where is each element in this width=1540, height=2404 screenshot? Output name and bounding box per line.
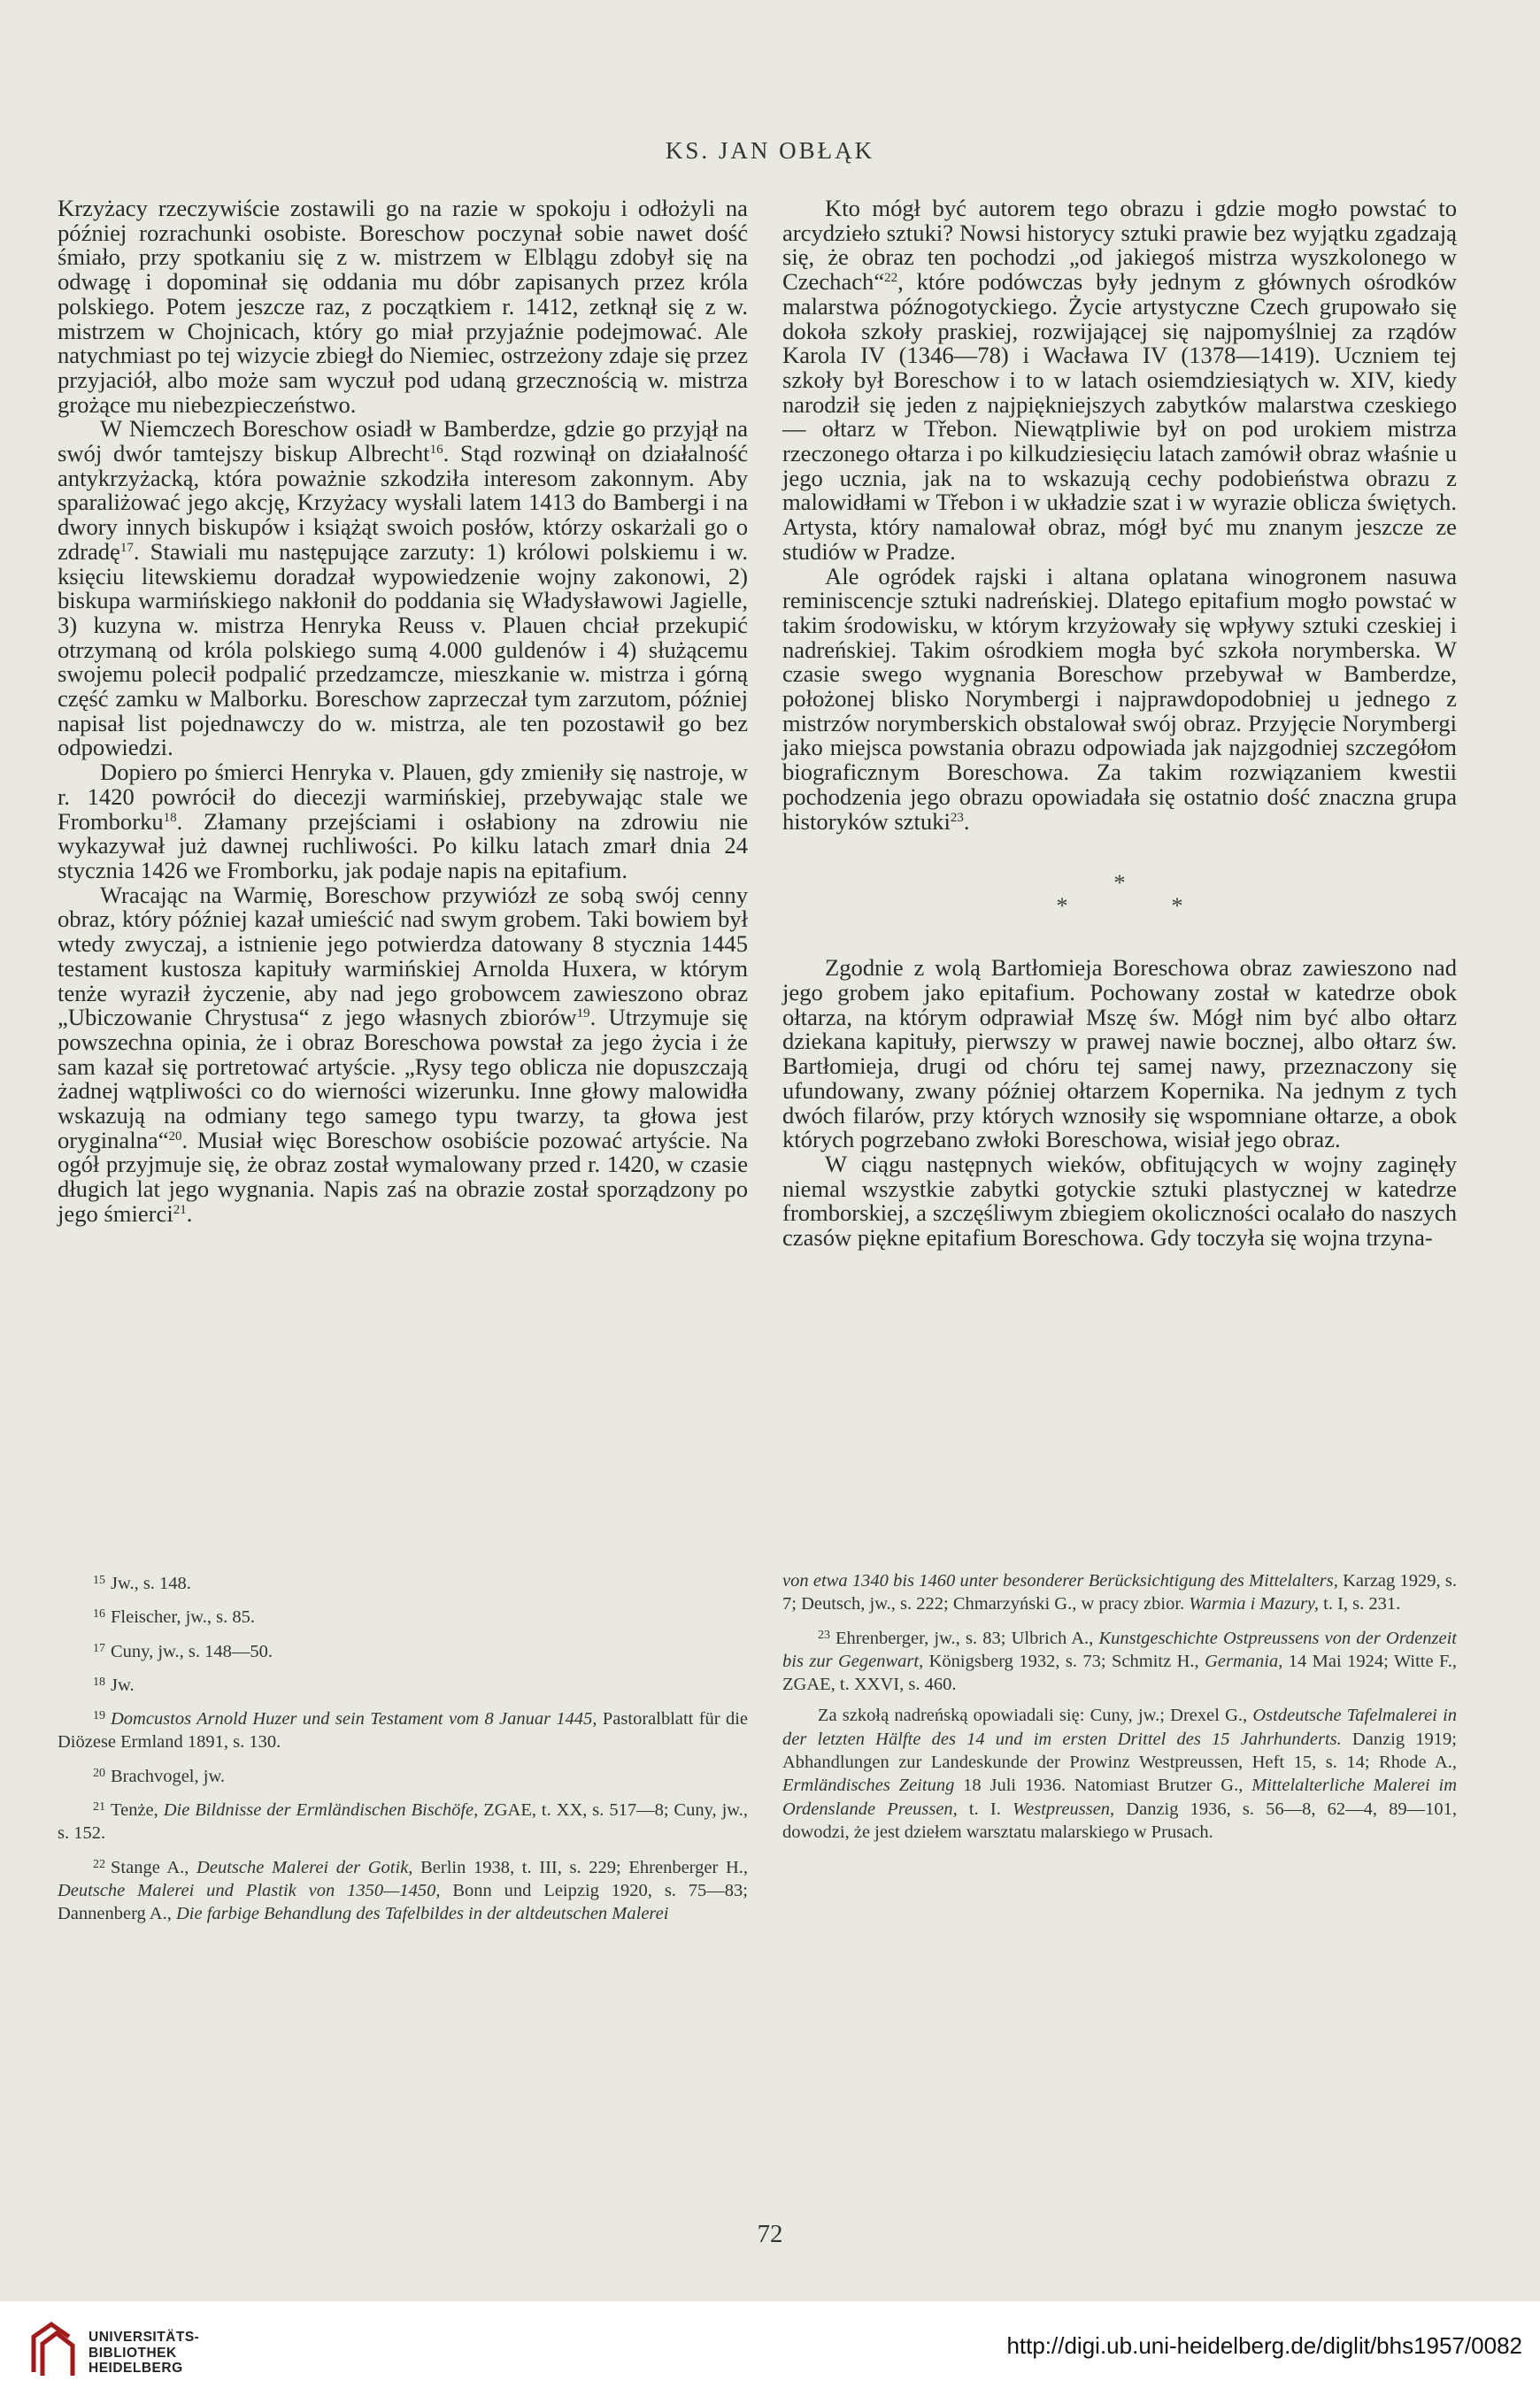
footnote-text: Brachvogel, jw. [111,1766,226,1786]
footnote-number: 20 [93,1766,105,1780]
star-bottom: * * [1056,892,1183,920]
left-paragraph: Dopiero po śmierci Henryka v. Plauen, gdy zmieniły się nastroje, w r. 1420 powrócił do diecezji warmińskiej, przebywając stale we Fromborku$^{18}$. Złamany przejściami i osłabiony na zdrowiu nie wykazywał już dawnej ruchliwości. Po kilku latach zmarł dnia 24 stycznia 1426 we Fromborku, jak podaje napis na epitafium. [58,759,748,883]
footnote-number: 19 [93,1709,105,1723]
library-line-2: BIBLIOTHEK [89,2345,177,2361]
footnote-text: Za szkołą nadreńską opowiadali się: Cuny, jw.; Drexel G., Ostdeutsche Tafelmalerei in der letzten Hälfte des 14 und im ersten Drittel des 15 Jahrhunderts. Danzig 1919; Abhandlungen zur Landeskunde der Prowinz Westpreussen, Heft 15, s. 14; Rhode A., Ermländisches Zeitung 18 Juli 1936. Natomiast Brutzer G., Mittelalterliche Malerei im Ordenslande Preussen, t. I. Westpreussen, Danzig 1936, s. 56—8, 62—4, 89—101, dowodzi, że jest dziełem warsztatu malarskiego w Prusach. [782,1706,1458,1842]
footnote-text: von etwa 1340 bis 1460 unter besonderer Berücksichtigung des Mittelalters, Karzag 1929, s. 7; Deutsch, jw., s. 222; Chmarzyński G., w pracy zbior. Warmia i Mazury, t. I, s. 231. [782,1571,1458,1614]
footnote-number: 21 [93,1800,105,1815]
footnote [782,1624,1457,1697]
footnote [58,1637,748,1663]
left-paragraph: Krzyżacy rzeczywiście zostawili go na razie w spokoju i odłożyli na później rozrachunki osobiste. Boreschow poczynał sobie nawet dość śmiało, przy spotkaniu się z w. mistrzem w Elblągu zdobył się na odwagę i dopominał się oddania mu dóbr zapisanych przez króla polskiego. Potem jeszcze raz, z początkiem r. 1412, zetknął się z w. mistrzem w Chojnicach, który go miał przyjaźnie podejmować. Ale natychmiast po tej wizycie zbiegł do Niemiec, ostrzeżony zdaje się przez przyjaciół, albo może sam wyczuł pod udaną grzecznością w. mistrza grożące mu niebezpieczeństwo. [58,195,748,418]
footnote-text: Ehrenberger, jw., s. 83; Ulbrich A., Kunstgeschichte Ostpreussens von der Ordenzeit bis zur Gegenwart, Königsberg 1932, s. 73; Schmitz H., Germania, 14 Mai 1924; Witte F., ZGAE, t. XXVI, s. 460. [782,1628,1458,1695]
footnote [58,1671,748,1697]
footnote-ref[interactable]: 16 [429,443,443,458]
running-header: KS. JAN OBŁĄK [665,137,875,164]
footnote-text: Jw. [111,1675,135,1695]
star-top: * [1113,869,1126,897]
footnote-number: 17 [93,1641,105,1655]
footnote-ref[interactable]: 23 [950,810,964,825]
footnote-text: Domcustos Arnold Huzer und sein Testament vom 8 Januar 1445, Pastoralblatt für die Diözese Ermland 1891, s. 130. [58,1709,748,1753]
permalink-url[interactable]: http://digi.ub.uni-heidelberg.de/diglit/bhs1957/0082 [1006,2332,1522,2359]
left-paragraph: Wracając na Warmię, Boreschow przywiózł ze sobą swój cenny obraz, który później kazał umieścić nad swym grobem. Taki bowiem był wtedy zwyczaj, a istnienie jego potwierdza datowany 8 stycznia 1445 testament kustosza kapituły warmińskiej Arnolda Huxera, w którym tenże wyraził życzenie, aby nad jego grobowcem zawieszono obraz „Ubiczowanie Chrystusa“ z jego własnych zbiorów$^{19}$. Utrzymuje się powszechna opinia, że i obraz Boreschowa powstał za jego życia i że sam kazał się portretować artyście. „Rysy tego oblicza nie dopuszczają żadnej wątpliwości co do wierności wizerunku. Inne głowy malowidła wskazują na odmiany tego samego typu twarzy, ta głowa jest oryginalna“$^{20}$. Musiał więc Boreschow osobiście pozować artyście. Na ogół przyjmuje się, że obraz został wymalowany przed r. 1420, w czasie długich lat jego wygnania. Napis zaś na obrazie został sporządzony po jego śmierci$^{21}$. [58,881,748,1227]
right-paragraph: Zgodnie z wolą Bartłomieja Boreschowa obraz zawieszono nad jego grobem jako epitafium. Pochowany został w katedrze obok ołtarza, na którym odprawiał Mszę św. Mógł nim być albo ołtarz dziekana kapituły, pierwszy w prawej nawie bocznej, albo ołtarz św. Bartłomieja, drugi od chóru tej samej nawy, przeznaczony się ufundowany, zwany później ołtarzem Kopernika. Na jednym z tych dwóch filarów, przy których wznosiły się wspomniane ołtarze, a obok których pogrzebano zwłoki Boreschowa, wisiał jego obraz. [782,954,1457,1153]
right-paragraph: Kto mógł być autorem tego obrazu i gdzie mogło powstać to arcydzieło sztuki? Nowsi historycy sztuki prawie bez wyjątku zgadzają się, że obraz ten pochodzi „od jakiegoś mistrza wyszkolonego w Czechach“$^{22}$, które podówczas były jednym z głównych ośrodków malarstwa późnogotyckiego. Życie artystyczne Czech grupowało się dokoła szkoły praskiej, rozwijającej się najpomyślniej za rządów Karola IV (1346—78) i Wacława IV (1378—1419). Uczniem tej szkoły był Boreschow i to w latach osiemdziesiątych w. XIV, kiedy narodził się jeden z najpiękniejszych zabytków malarstwa czeskiego — ołtarz w Třebon. Niewątpliwie był on pod urokiem mistrza rzeczonego ołtarza i po kilkudziesięciu latach zamówił obraz właśnie u jego ucznia, jak na to wskazują cechy podobieństwa obrazu z malowidłami w Třebon i w układzie szat i w wyrazie oblicza świętych. Artysta, który namalował obraz, mógł być mu znanym jeszcze ze studiów w Pradze. [782,195,1457,565]
left-paragraph: W Niemczech Boreschow osiadł w Bamberdze, gdzie go przyjął na swój dwór tamtejszy biskup Albrecht$^{16}$. Stąd rozwinął on działalność antykrzyżacką, która poważnie szkodziła interesom zakonnym. Aby sparaliżować jego akcję, Krzyżacy wysłali latem 1413 do Bambergi i na dwory innych biskupów i książąt swoich posłów, którzy oskarżali go o zdradę$^{17}$. Stawiali mu następujące zarzuty: 1) królowi polskiemu i w. księciu litewskiemu doradzał wypowiedzenie wojny zakonowi, 2) biskupa warmińskiego nakłonił do poddania się Władysławowi Jagielle, 3) kuzyna w. mistrza Henryka Reuss v. Plauen chciał przekupić otrzymaną od króla polskiego sumą 4.000 guldenów i 4) służącemu swojemu polecił podpalić przedzamcze, mieszkanie w. mistrza i górną część zamku w Malborku. Boreschow zaprzeczał tym zarzutom, później napisał list pojednawczy do w. mistrza, ale ten pozostawił go bez odpowiedzi. [58,415,748,761]
footnote-ref[interactable]: 19 [576,1006,590,1021]
right-paragraph: Ale ogródek rajski i altana oplatana winogronem nasuwa reminiscencje sztuki nadreńskiej. Dlatego epitafium mogło powstać w takim środowisku, w którym krzyżowały się wpływy sztuki czeskiej i nadreńskiej. Takim ośrodkiem mogła być szkoła norymberska. W czasie swego wygnania Boreschow przebywał w Bamberdze, położonej blisko Norymbergi i najprawdopodobniej u jednego z mistrzów norymberskich obstalował swój obraz. Przyjęcie Norymbergi jako miejsca powstania obrazu odpowiada jak najzgodniej szczegółom biograficznym Boreschowa. Za takim rozwiązaniem kwestii pochodzenia jego obrazu opowiadała się ostatnio dość znaczna grupa historyków sztuki$^{23}$. [782,562,1457,835]
footnote-number: 23 [818,1628,830,1642]
footnote-text: Fleischer, jw., s. 85. [111,1607,255,1628]
footnote-number: 18 [93,1675,105,1689]
footnotes-left [58,1569,748,1934]
footnote [58,1762,748,1788]
footnote [58,1796,748,1845]
footnote-ref[interactable]: 17 [119,540,134,555]
library-line-3: HEIDELBERG [89,2361,183,2376]
footnote-ref[interactable]: 20 [168,1129,182,1144]
footnote [58,1705,748,1754]
footnote-ref[interactable]: 21 [173,1202,187,1217]
footnote-text: Stange A., Deutsche Malerei der Gotik, Berlin 1938, t. III, s. 229; Ehrenberger H., Deutsche Malerei und Plastik von 1350—1450, Bonn und Leipzig 1920, s. 75—83; Dannenberg A., Die farbige Behandlung des Tafelbildes in der altdeutschen Malerei [58,1857,749,1924]
footnote-number: 22 [93,1857,105,1871]
footnote-number: 15 [93,1574,105,1587]
footnote-number: 16 [93,1607,105,1622]
footnote-ref[interactable]: 18 [163,810,177,825]
right-column-top [782,196,1457,834]
library-name[interactable] [89,2330,199,2377]
footnote [58,1603,748,1629]
footnote-ref[interactable]: 22 [884,271,898,286]
section-divider-stars [782,869,1457,920]
footnote [782,1569,1457,1616]
footnote-text: Cuny, jw., s. 148—50. [111,1641,273,1661]
library-logo-icon[interactable] [27,2319,80,2381]
footnote-text: Tenże, Die Bildnisse der Ermländischen Bischöfe, ZGAE, t. XX, s. 517—8; Cuny, jw., s. 152. [58,1800,748,1844]
library-line-1: UNIVERSITÄTS- [89,2330,200,2345]
page-number: 72 [757,2220,783,2248]
right-column-bottom [782,956,1457,1250]
right-paragraph: W ciągu następnych wieków, obfitujących w wojny zaginęły niemal wszystkie zabytki gotyckie sztuki plastycznej w katedrze fromborskiej, a szczęśliwym zbiegiem okoliczności ocalało do naszych czasów piękne epitafium Boreschowa. Gdy toczyła się wojna trzyna- [782,1150,1457,1252]
footnote [782,1704,1457,1844]
footnote [58,1569,748,1595]
footnote [58,1853,748,1926]
left-column [58,196,748,1227]
right-column [782,196,1457,1251]
footnotes-right [782,1569,1457,1852]
footnote-text: Jw., s. 148. [111,1574,191,1593]
